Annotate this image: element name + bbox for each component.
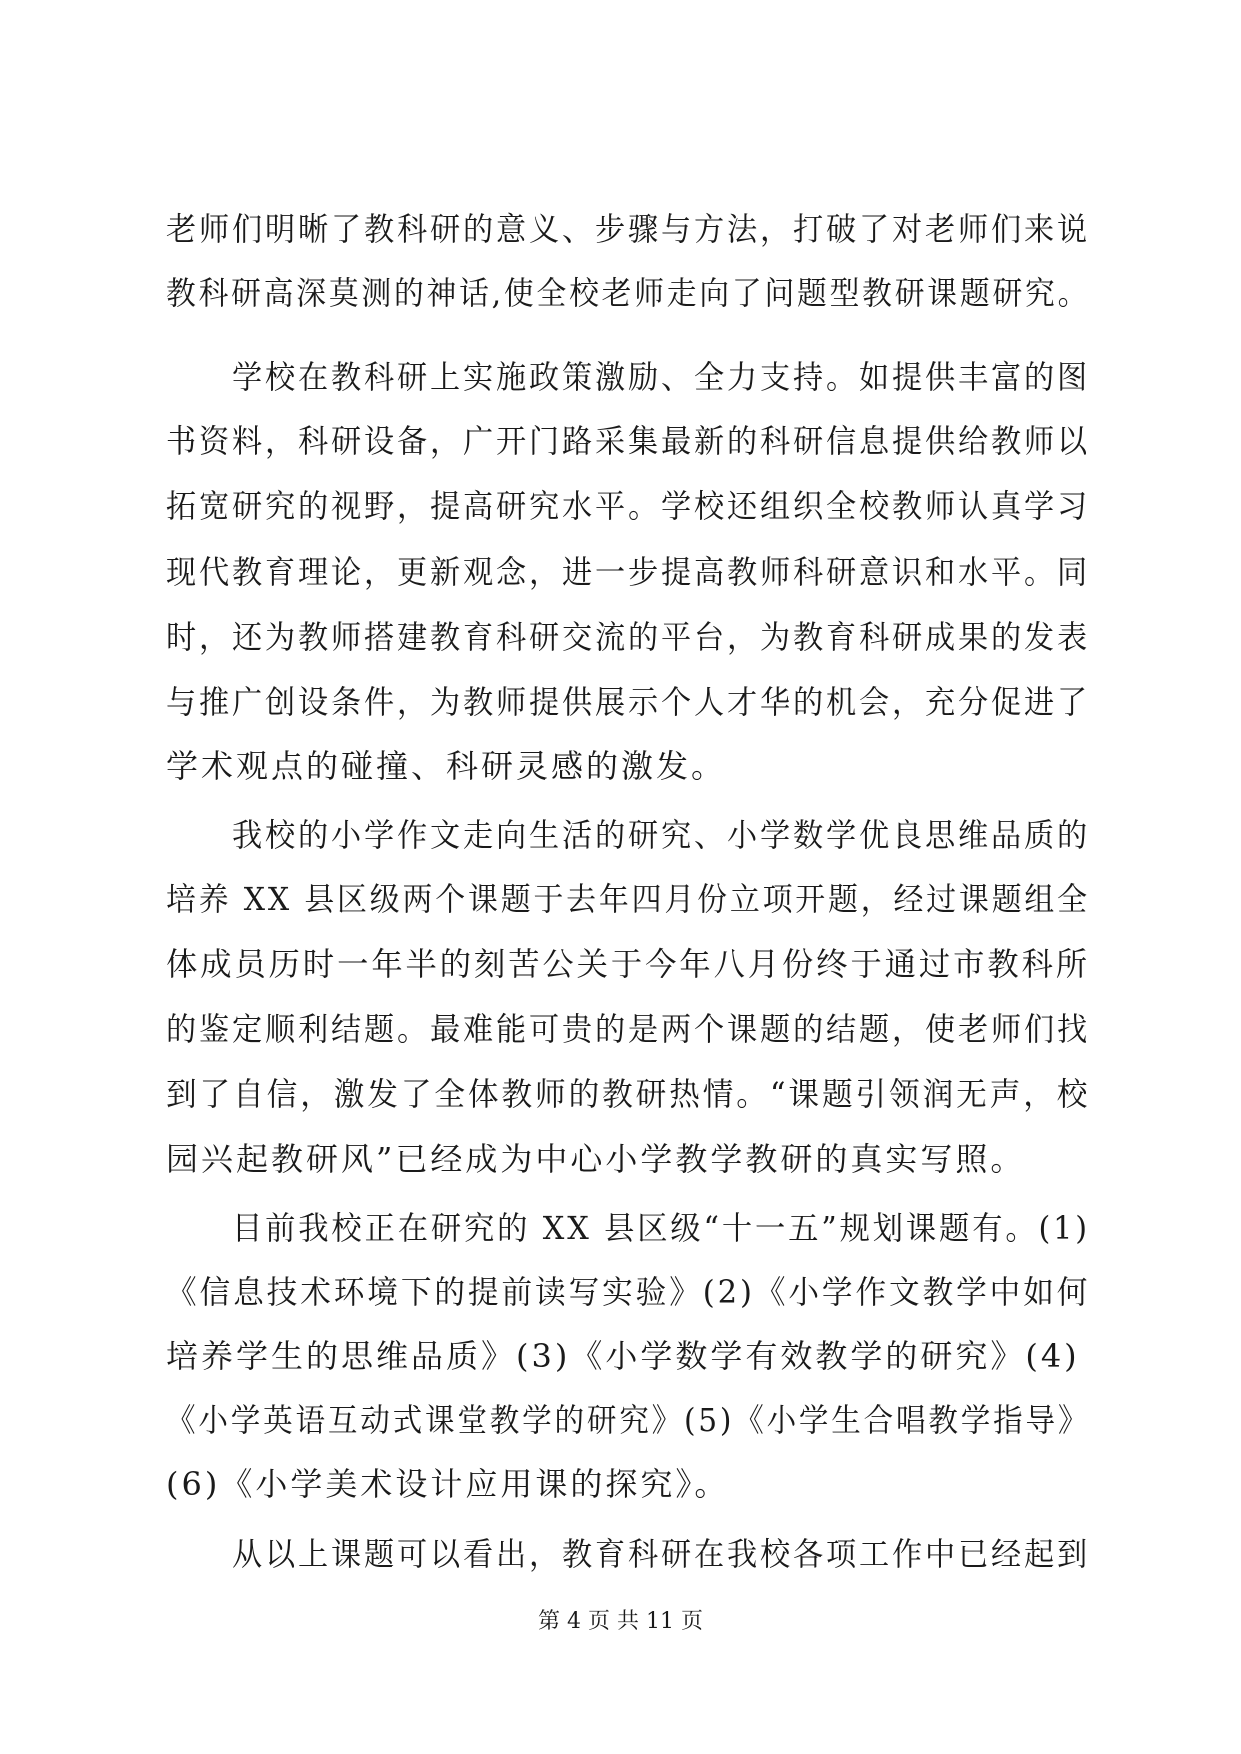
text-line: (6)《小学美术设计应用课的探究》。 xyxy=(166,1465,730,1503)
text-line: 《信息技术环境下的提前读写实验》(2)《小学作文教学中如何 xyxy=(166,1273,1091,1311)
text-line: 培养 XX 县区级两个课题于去年四月份立项开题，经过课题组全 xyxy=(166,880,1090,918)
text-line: 学术观点的碰撞、科研灵感的激发。 xyxy=(166,747,727,785)
text-line: 《小学英语互动式课堂教学的研究》(5)《小学生合唱教学指导》 xyxy=(166,1401,1091,1439)
text-line: 书资料，科研设备，广开门路采集最新的科研信息提供给教师以 xyxy=(166,422,1091,460)
paragraph-first-line: 从以上课题可以看出，教育科研在我校各项工作中已经起到 xyxy=(232,1535,1091,1573)
text-line: 园兴起教研风”已经成为中心小学教学教研的真实写照。 xyxy=(166,1140,1026,1178)
paragraph-first-line: 目前我校正在研究的 XX 县区级“十一五”规划课题有。(1) xyxy=(232,1209,1090,1247)
text-line: 的鉴定顺利结题。最难能可贵的是两个课题的结题，使老师们找 xyxy=(166,1010,1091,1048)
paragraph-first-line: 我校的小学作文走向生活的研究、小学数学优良思维品质的 xyxy=(232,816,1091,854)
paragraph-first-line: 学校在教科研上实施政策激励、全力支持。如提供丰富的图 xyxy=(232,358,1091,396)
page-number-footer: 第 4 页 共 11 页 xyxy=(538,1609,703,1634)
text-line: 与推广创设条件，为教师提供展示个人才华的机会，充分促进了 xyxy=(166,683,1091,721)
text-line: 培养学生的思维品质》(3)《小学数学有效教学的研究》(4) xyxy=(166,1337,1080,1375)
text-line: 到了自信，激发了全体教师的教研热情。“课题引领润无声，校 xyxy=(166,1075,1091,1113)
text-line: 体成员历时一年半的刻苦公关于今年八月份终于通过市教科所 xyxy=(166,945,1091,983)
text-line: 教科研高深莫测的神话,使全校老师走向了问题型教研课题研究。 xyxy=(166,274,1091,312)
text-line: 老师们明晰了教科研的意义、步骤与方法，打破了对老师们来说 xyxy=(166,210,1091,248)
text-line: 现代教育理论，更新观念，进一步提高教师科研意识和水平。同 xyxy=(166,553,1091,591)
text-line: 时，还为教师搭建教育科研交流的平台，为教育科研成果的发表 xyxy=(166,618,1091,656)
text-line: 拓宽研究的视野，提高研究水平。学校还组织全校教师认真学习 xyxy=(166,487,1091,525)
